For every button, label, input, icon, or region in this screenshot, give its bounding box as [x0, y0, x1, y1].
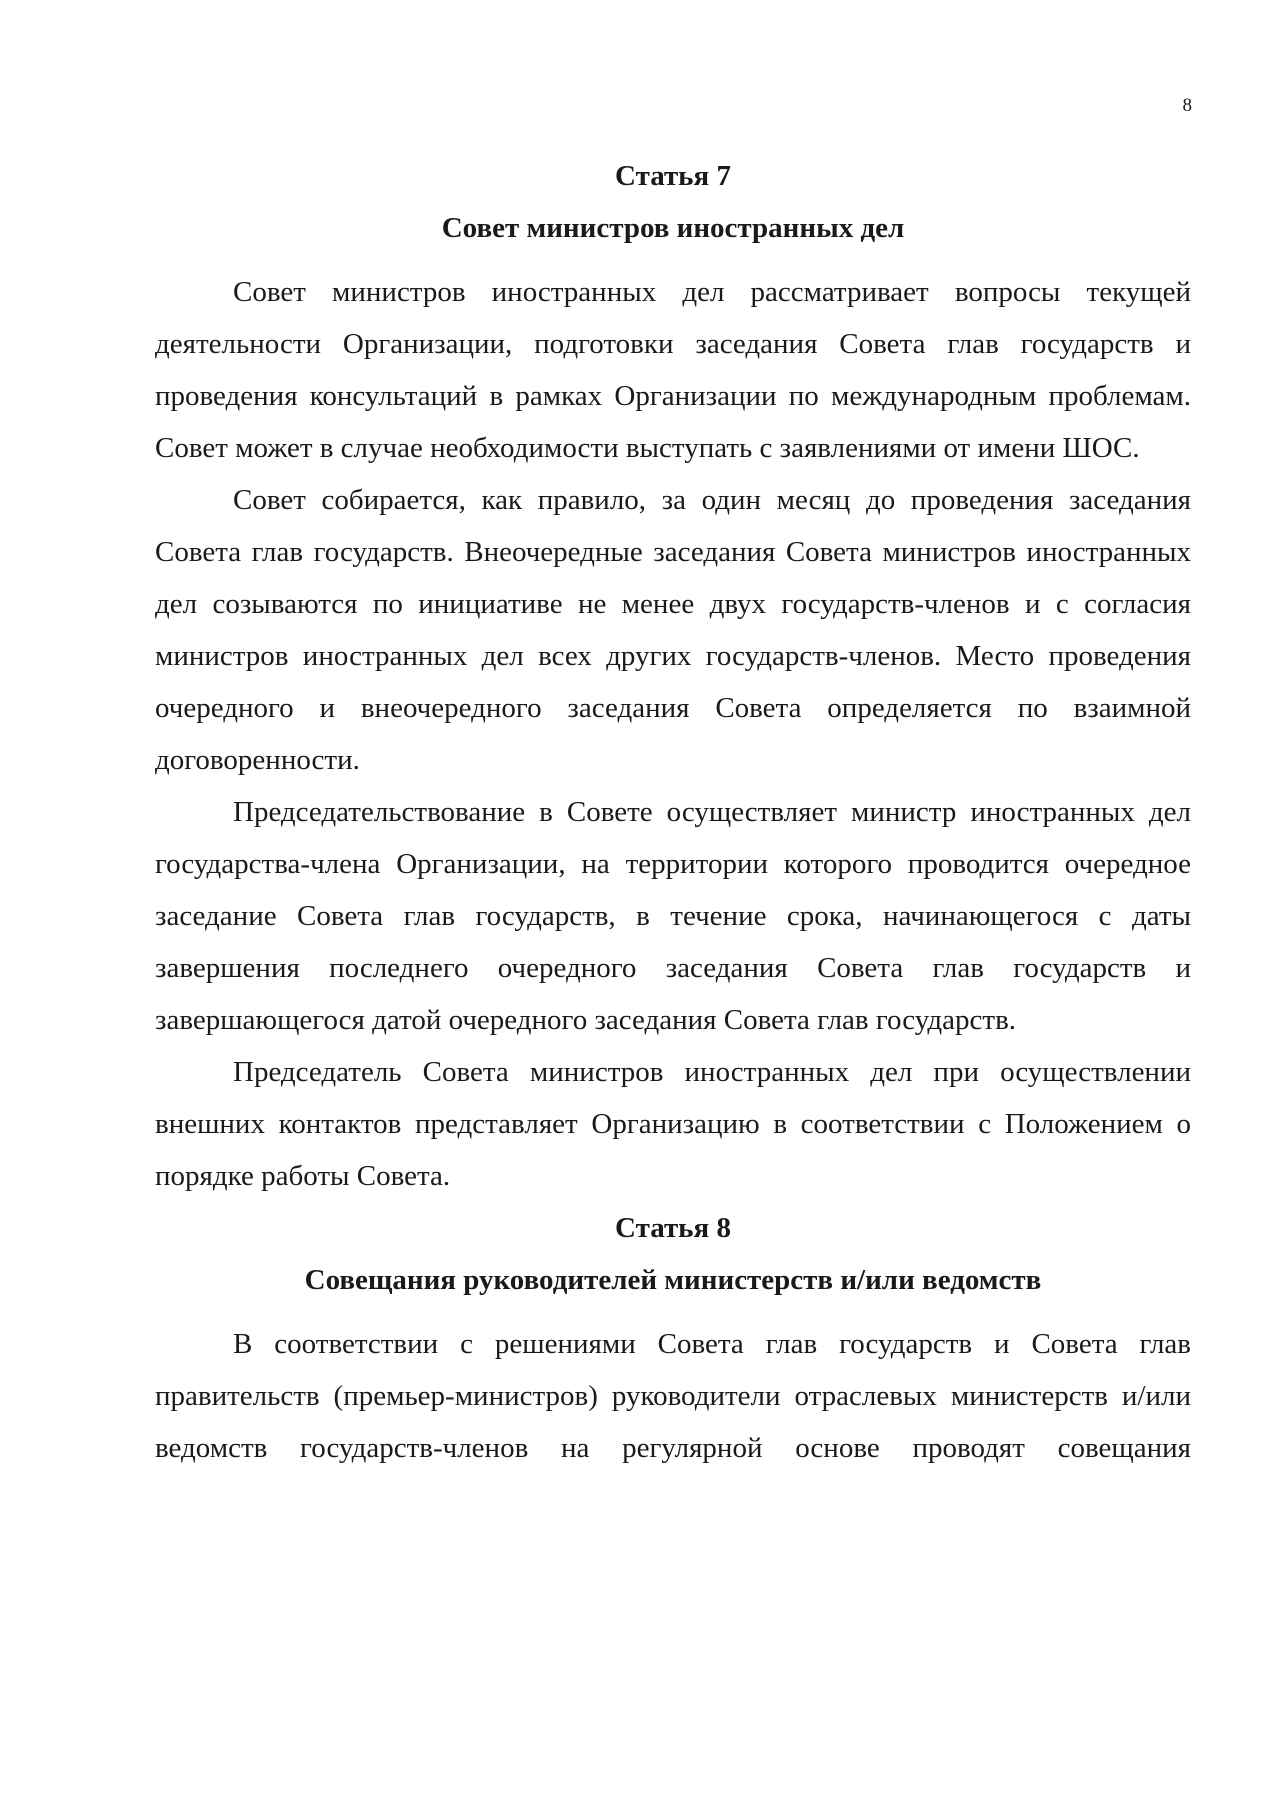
- article-7-title: Совет министров иностранных дел: [441, 212, 905, 244]
- article-7-paragraph: Совет министров иностранных дел рассматривает вопросы текущей деятельности Организации, подготовки заседания Совета глав государств и проведения консультаций в рамках Организации по международным проблемам. Совет может в случае необходимости выступать с заявлениями от имени ШОС.: [155, 276, 1191, 464]
- article-8-number: Статья 8: [615, 1212, 731, 1244]
- article-8-paragraph: В соответствии с решениями Совета глав государств и Совета глав правительств (премьер-министров) руководители отраслевых министерств и/или ведомств государств-членов на регулярной основе проводят совещания: [155, 1328, 1191, 1464]
- page-number: 8: [1182, 95, 1192, 116]
- article-8-section: [155, 1202, 1191, 1474]
- article-8-title: Совещания руководителей министерств и/или ведомств: [304, 1264, 1042, 1296]
- article-7-paragraph: Совет собирается, как правило, за один месяц до проведения заседания Совета глав государств. Внеочередные заседания Совета министров иностранных дел созываются по инициативе не менее двух государств-членов и с согласия министров иностранных дел всех других государств-членов. Место проведения очередного и внеочередного заседания Совета определяется по взаимной договоренности.: [155, 484, 1191, 776]
- article-7-paragraph: Председательствование в Совете осуществляет министр иностранных дел государства-члена Организации, на территории которого проводится очередное заседание Совета глав государств, в течение срока, начинающегося с даты завершения последнего очередного заседания Совета глав государств и завершающегося датой очередного заседания Совета глав государств.: [155, 796, 1191, 1036]
- article-7-number: Статья 7: [615, 160, 731, 192]
- article-7-section: [155, 150, 1191, 1202]
- document-body: [155, 150, 1191, 1474]
- article-7-paragraph: Председатель Совета министров иностранных дел при осуществлении внешних контактов представляет Организацию в соответствии с Положением о порядке работы Совета.: [155, 1056, 1191, 1192]
